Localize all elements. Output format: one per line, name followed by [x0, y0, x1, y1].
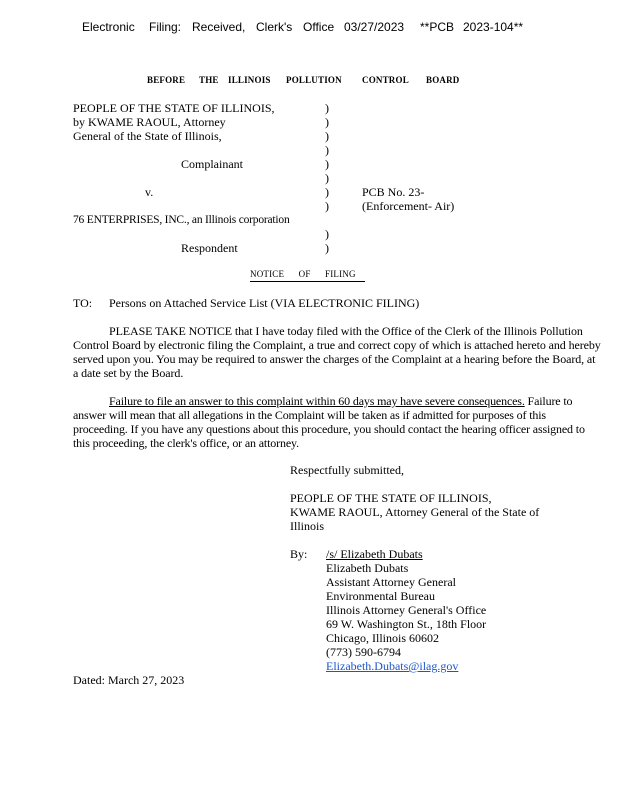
to-label: TO:	[73, 296, 93, 310]
paren: )	[325, 199, 329, 213]
board-title-word: POLLUTION	[286, 75, 342, 85]
paren: )	[325, 185, 329, 199]
notice-title-underline	[250, 281, 365, 282]
notice-title: NOTICE OF FILING	[250, 269, 356, 279]
board-title-word: CONTROL	[362, 75, 409, 85]
paren: )	[325, 227, 329, 241]
to-text: Persons on Attached Service List (VIA ELECTRONIC FILING)	[109, 296, 420, 310]
header-word: **PCB	[420, 20, 455, 34]
paren: )	[325, 157, 329, 171]
caption-line: General of the State of Illinois,	[73, 129, 222, 143]
paren: )	[325, 101, 329, 115]
header-word: Electronic	[82, 20, 135, 34]
respondent-label: Respondent	[181, 241, 238, 255]
paren: )	[325, 129, 329, 143]
header-word: Filing:	[149, 20, 182, 34]
paren: )	[325, 143, 329, 157]
board-title-word: ILLINOIS	[228, 75, 271, 85]
header-word: Office	[303, 20, 335, 34]
party-line: KWAME RAOUL, Attorney General of the State of	[290, 505, 540, 519]
paren: )	[325, 171, 329, 185]
party-line: Illinois	[290, 519, 325, 533]
board-title-word: THE	[199, 75, 219, 85]
signer-email-link[interactable]: Elizabeth.Dubats@ilag.gov	[326, 659, 459, 673]
signer-title: Assistant Attorney General	[326, 575, 456, 589]
by-label: By:	[290, 547, 308, 561]
paren: )	[325, 241, 329, 255]
dated-line: Dated: March 27, 2023	[73, 673, 185, 687]
header-word: 03/27/2023	[344, 20, 405, 34]
versus: v.	[145, 185, 154, 199]
warning-rest: Failure to answer will mean that all allegations in the Complaint will be taken as if admitted for purposes of this proceeding. If you have any questions about this procedure, you should contact the hearing officer assigned to this proceeding, the clerk's office, or an attorney.	[73, 394, 585, 450]
signer-name: Elizabeth Dubats	[326, 561, 409, 575]
header-word: Received,	[192, 20, 246, 34]
case-type: (Enforcement- Air)	[362, 199, 455, 213]
warning-paragraph	[73, 394, 603, 450]
signer-office: Illinois Attorney General's Office	[326, 603, 487, 617]
case-number: PCB No. 23-	[362, 185, 425, 199]
notice-paragraph: PLEASE TAKE NOTICE that I have today filed with the Office of the Clerk of the Illinois Pollution Control Board by electronic filing the Complaint, a true and correct copy of which is attached hereto and hereby served upon you. You may be required to answer the charges of the Complaint at a hearing before the Board, at a date set by the Board.	[73, 324, 601, 380]
caption-line: PEOPLE OF THE STATE OF ILLINOIS,	[73, 101, 275, 115]
signer-bureau: Environmental Bureau	[326, 589, 435, 603]
respondent-name: 76 ENTERPRISES, INC., an Illinois corporation	[73, 214, 290, 226]
signature-line: /s/ Elizabeth Dubats	[326, 547, 423, 561]
paren: )	[325, 115, 329, 129]
warning-underlined: Failure to file an answer to this complaint within 60 days may have severe consequences.	[109, 394, 525, 408]
header-word: 2023-104**	[463, 20, 524, 34]
signer-city: Chicago, Illinois 60602	[326, 631, 439, 645]
complainant-label: Complainant	[181, 157, 243, 171]
board-title-word: BEFORE	[147, 75, 186, 85]
caption-line: by KWAME RAOUL, Attorney	[73, 115, 226, 129]
board-title-word: BOARD	[426, 75, 460, 85]
closing: Respectfully submitted,	[290, 463, 404, 477]
party-line: PEOPLE OF THE STATE OF ILLINOIS,	[290, 491, 492, 505]
header-word: Clerk's	[256, 20, 293, 34]
signer-phone: (773) 590-6794	[326, 645, 401, 659]
signer-street: 69 W. Washington St., 18th Floor	[326, 617, 487, 631]
